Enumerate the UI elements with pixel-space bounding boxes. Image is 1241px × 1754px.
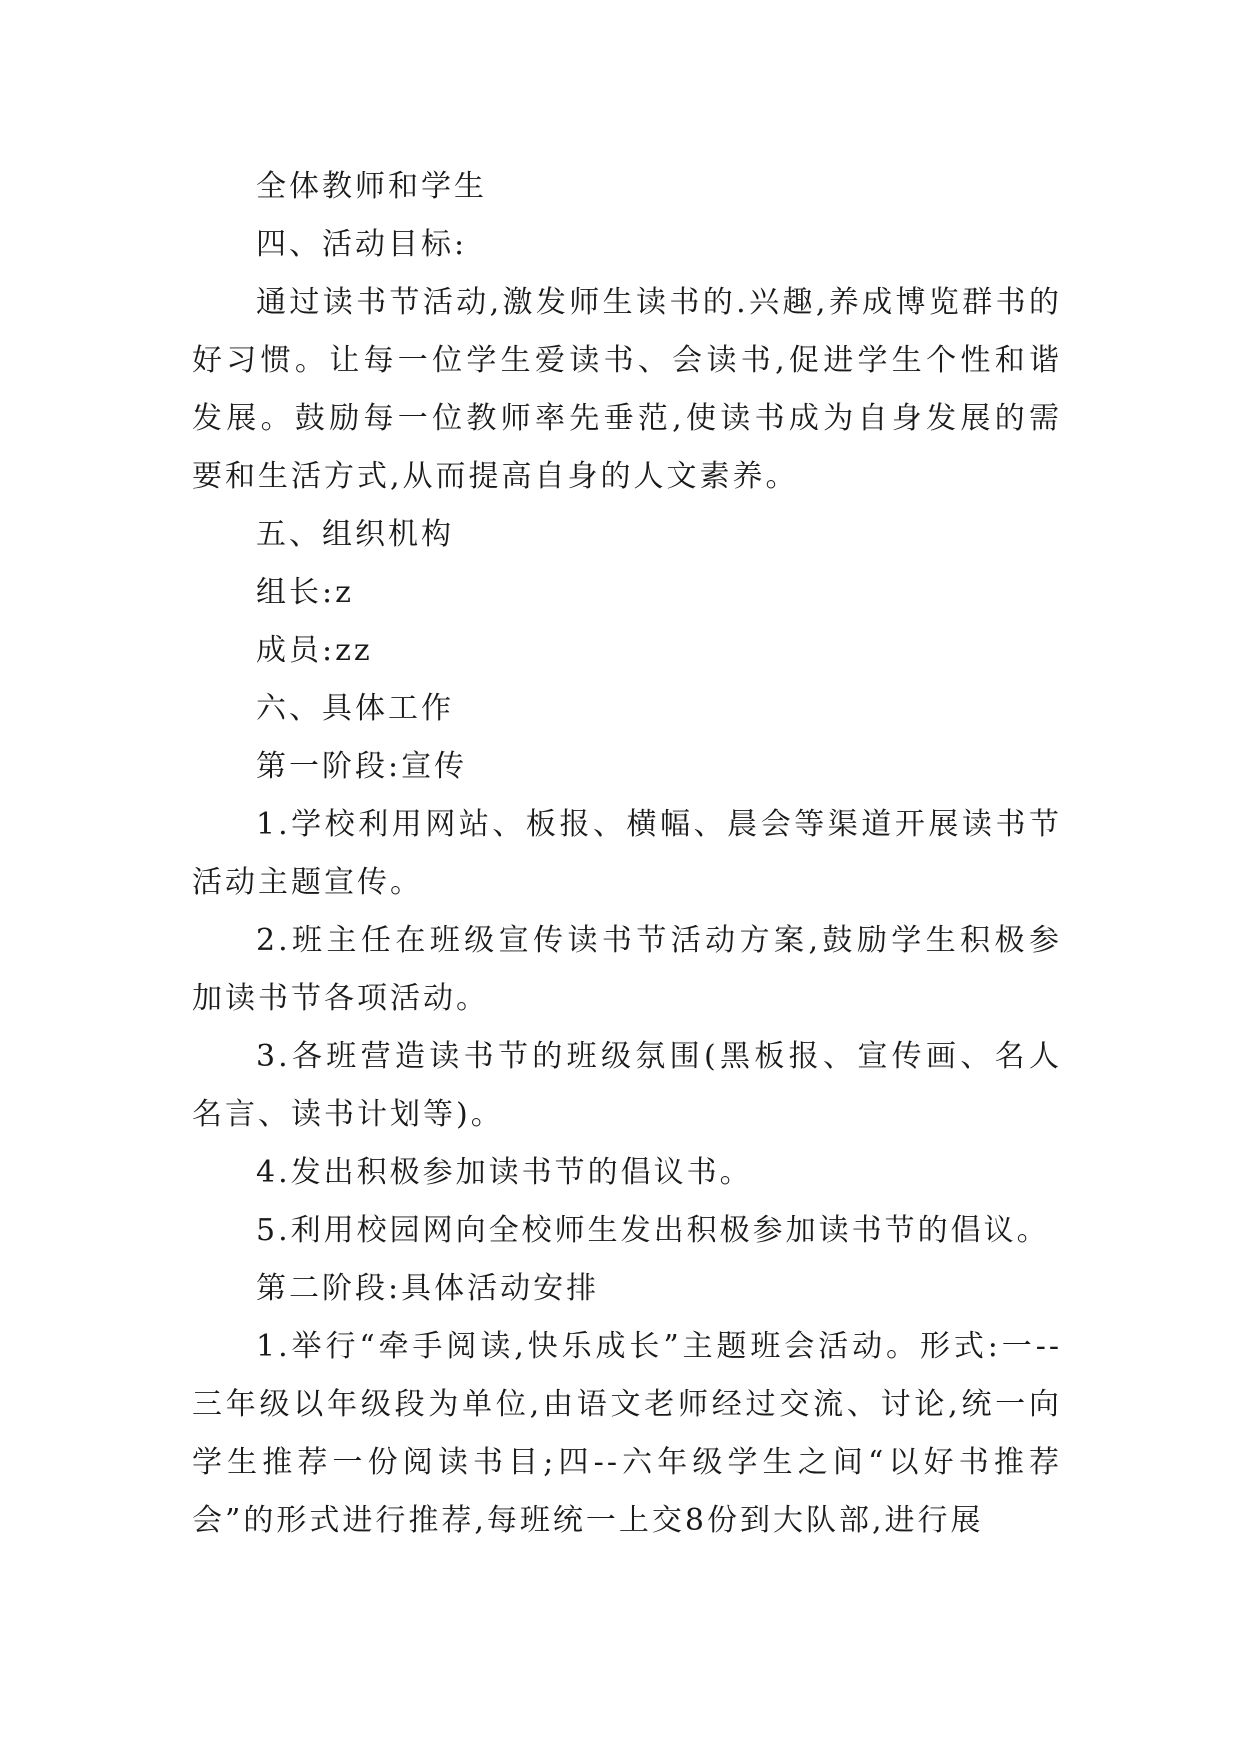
paragraph-leader: 组长:z: [256, 575, 354, 610]
list-item: 3.各班营造读书节的班级氛围(黑板报、宣传画、名人名言、读书计划等)。: [192, 1039, 1062, 1132]
list-item: 2.班主任在班级宣传读书节活动方案,鼓励学生积极参加读书节各项活动。: [192, 923, 1062, 1016]
paragraph-audience: 全体教师和学生: [256, 169, 487, 204]
heading-organization: 五、组织机构: [256, 517, 454, 552]
document-body: [192, 158, 1062, 1550]
list-item: 1.举行“牵手阅读,快乐成长”主题班会活动。形式:一--三年级以年级段为单位,由语文老师经过交流、讨论,统一向学生推荐一份阅读书目;四--六年级学生之间“以好书推荐会”的形式进行推荐,每班统一上交8份到大队部,进行展: [192, 1329, 1062, 1538]
heading-phase-two: 第二阶段:具体活动安排: [256, 1271, 600, 1306]
paragraph-members: 成员:zz: [256, 633, 373, 668]
heading-activity-goals: 四、活动目标:: [256, 227, 468, 262]
list-item: 4.发出积极参加读书节的倡议书。: [256, 1155, 753, 1190]
list-item: 1.学校利用网站、板报、横幅、晨会等渠道开展读书节活动主题宣传。: [192, 807, 1062, 900]
heading-specific-work: 六、具体工作: [256, 691, 454, 726]
heading-phase-one: 第一阶段:宣传: [256, 749, 468, 784]
paragraph-goals: 通过读书节活动,激发师生读书的.兴趣,养成博览群书的好习惯。让每一位学生爱读书、会读书,促进学生个性和谐发展。鼓励每一位教师率先垂范,使读书成为自身发展的需要和生活方式,从而提高自身的人文素养。: [192, 285, 1062, 494]
list-item: 5.利用校园网向全校师生发出积极参加读书节的倡议。: [256, 1213, 1050, 1248]
